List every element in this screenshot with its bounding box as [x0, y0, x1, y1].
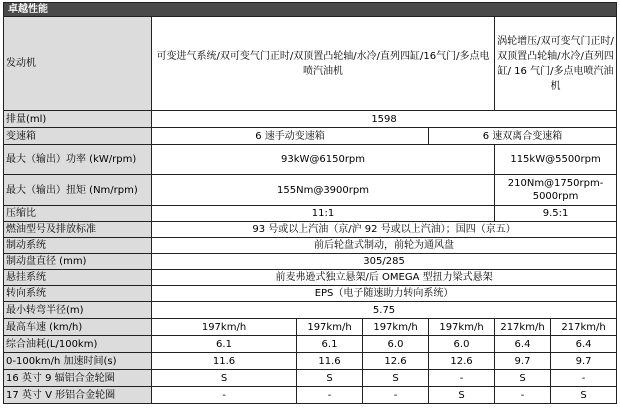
steering-value: EPS（电子随速助力转向系统） [152, 286, 617, 302]
compression-right: 9.5:1 [495, 206, 617, 222]
wheel17-cell: - [297, 387, 363, 404]
top-speed-cell: 217km/h [551, 319, 617, 336]
row-power [4, 145, 617, 175]
row-engine [4, 17, 617, 111]
power-left: 93kW@6150rpm [152, 145, 495, 175]
row-gearbox [4, 128, 617, 145]
row-wheel16 [4, 370, 617, 387]
row-consumption [4, 336, 617, 353]
label-wheel16: 16 英寸 9 辐铝合金轮圈 [4, 370, 152, 387]
wheel16-cell: - [551, 370, 617, 387]
label-gearbox: 变速箱 [4, 128, 152, 145]
acceleration-cell: 9.7 [551, 353, 617, 370]
spec-table [3, 2, 617, 404]
wheel16-cell: S [152, 370, 297, 387]
label-brake: 制动系统 [4, 238, 152, 254]
acceleration-cell: 11.6 [152, 353, 297, 370]
label-compression: 压缩比 [4, 206, 152, 222]
compression-left: 11:1 [152, 206, 495, 222]
row-fuel [4, 222, 617, 238]
gearbox-right: 6 速双离合变速箱 [429, 128, 617, 145]
row-brake [4, 238, 617, 254]
top-speed-cell: 217km/h [495, 319, 551, 336]
acceleration-cell: 9.7 [495, 353, 551, 370]
wheel16-cell: S [363, 370, 429, 387]
row-displacement [4, 111, 617, 128]
row-turning [4, 302, 617, 319]
row-suspension [4, 270, 617, 286]
label-steering: 转向系统 [4, 286, 152, 302]
top-speed-cell: 197km/h [363, 319, 429, 336]
gearbox-left: 6 速手动变速箱 [152, 128, 429, 145]
label-power: 最大（输出）功率 (kW/rpm) [4, 145, 152, 175]
wheel16-cell: - [429, 370, 495, 387]
label-engine: 发动机 [4, 17, 152, 111]
consumption-cell: 6.1 [152, 336, 297, 353]
wheel17-cell: - [363, 387, 429, 404]
brake-value: 前后轮盘式制动，前轮为通风盘 [152, 238, 617, 254]
acceleration-cell: 12.6 [429, 353, 495, 370]
wheel17-cell: - [495, 387, 551, 404]
top-speed-cell: 197km/h [429, 319, 495, 336]
fuel-value: 93 号或以上汽油（京/沪 92 号或以上汽油）；国四（京五） [152, 222, 617, 238]
label-turning: 最小转弯半径(m) [4, 302, 152, 319]
wheel16-cell: S [495, 370, 551, 387]
acceleration-cell: 12.6 [363, 353, 429, 370]
torque-right: 210Nm@1750rpm-5000rpm [495, 175, 617, 206]
row-torque [4, 175, 617, 206]
label-torque: 最大（输出）扭矩 (Nm/rpm) [4, 175, 152, 206]
wheel17-cell: S [429, 387, 495, 404]
displacement-value: 1598 [152, 111, 617, 128]
label-wheel17: 17 英寸 V 形铝合金轮圈 [4, 387, 152, 404]
suspension-value: 前麦弗逊式独立悬架/后 OMEGA 型扭力梁式悬架 [152, 270, 617, 286]
row-steering [4, 286, 617, 302]
label-acceleration: 0-100km/h 加速时间(s) [4, 353, 152, 370]
acceleration-cell: 11.6 [297, 353, 363, 370]
consumption-cell: 6.1 [297, 336, 363, 353]
label-top-speed: 最高车速 (km/h) [4, 319, 152, 336]
label-fuel: 燃油型号及排放标准 [4, 222, 152, 238]
wheel17-cell: S [551, 387, 617, 404]
consumption-cell: 6.0 [429, 336, 495, 353]
torque-left: 155Nm@3900rpm [152, 175, 495, 206]
row-top-speed [4, 319, 617, 336]
section-header-row [4, 3, 617, 17]
row-compression [4, 206, 617, 222]
row-acceleration [4, 353, 617, 370]
wheel17-cell: - [152, 387, 297, 404]
row-disc [4, 254, 617, 270]
consumption-cell: 6.4 [495, 336, 551, 353]
turning-value: 5.75 [152, 302, 617, 319]
engine-left: 可变进气系统/双可变气门正时/双顶置凸轮轴/水冷/直列四缸/16气门/多点电喷汽油机 [152, 17, 495, 111]
top-speed-cell: 197km/h [152, 319, 297, 336]
row-wheel17 [4, 387, 617, 404]
engine-right: 涡轮增压/双可变气门正时/双顶置凸轮轴/水冷/直列四缸/ 16 气门/多点电喷汽油机 [495, 17, 617, 111]
consumption-cell: 6.4 [551, 336, 617, 353]
label-suspension: 悬挂系统 [4, 270, 152, 286]
label-disc: 制动盘直径 (mm) [4, 254, 152, 270]
wheel16-cell: S [297, 370, 363, 387]
label-consumption: 综合油耗(L/100km) [4, 336, 152, 353]
label-displacement: 排量(ml) [4, 111, 152, 128]
top-speed-cell: 197km/h [297, 319, 363, 336]
disc-value: 305/285 [152, 254, 617, 270]
consumption-cell: 6.0 [363, 336, 429, 353]
section-title: 卓越性能 [4, 3, 617, 17]
power-right: 115kW@5500rpm [495, 145, 617, 175]
